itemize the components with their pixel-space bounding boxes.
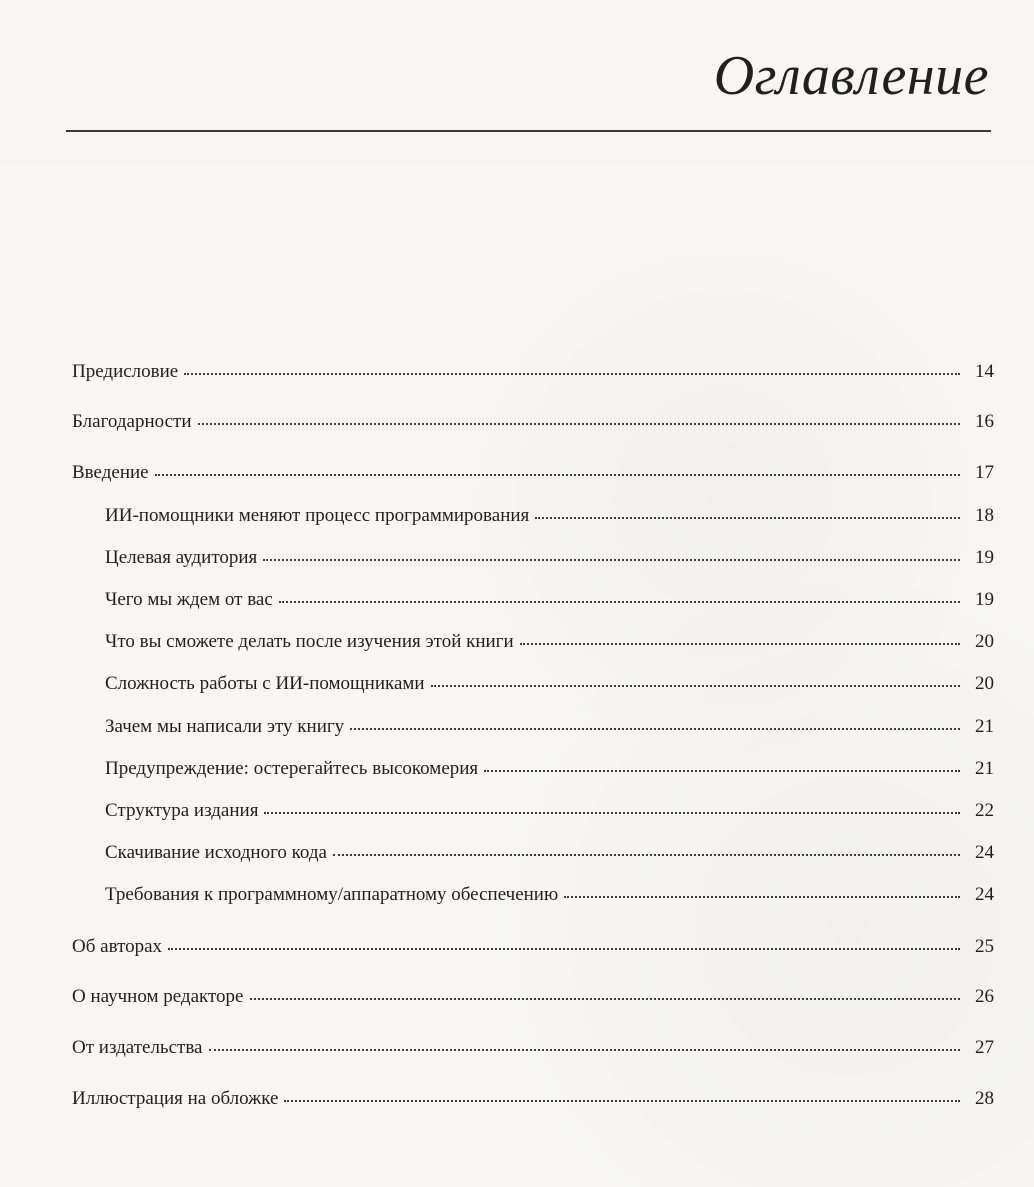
toc-dot-leader xyxy=(535,516,960,519)
toc-entry-cover-illustration[interactable] xyxy=(72,1082,994,1116)
title-rule xyxy=(66,130,991,132)
toc-dot-leader xyxy=(198,422,961,425)
toc-entry-label: Предисловие xyxy=(72,361,179,382)
toc-page-number: 16 xyxy=(975,411,994,432)
toc-subentry-ai-assistants[interactable] xyxy=(105,499,994,533)
toc-page-number: 24 xyxy=(975,884,994,905)
toc-dot-leader xyxy=(431,684,960,687)
toc-entry-label: О научном редакторе xyxy=(72,986,244,1007)
toc-dot-leader xyxy=(564,895,960,898)
toc-page-number: 14 xyxy=(975,361,994,382)
toc-page-number: 25 xyxy=(975,936,994,957)
toc-dot-leader xyxy=(250,997,961,1000)
toc-dot-leader xyxy=(279,600,960,603)
page-title: Оглавление xyxy=(713,45,989,107)
toc-subentry-warning[interactable] xyxy=(105,752,994,786)
toc-subentry-audience[interactable] xyxy=(105,541,994,575)
toc-subentry-expectations[interactable] xyxy=(105,583,994,617)
toc-subentry-structure[interactable] xyxy=(105,794,994,828)
toc-entry-label: Чего мы ждем от вас xyxy=(105,589,273,610)
toc-entry-label: Введение xyxy=(72,462,149,483)
toc-entry-label: Сложность работы с ИИ-помощниками xyxy=(105,673,425,694)
toc-dot-leader xyxy=(184,372,960,375)
toc-page-number: 19 xyxy=(975,547,994,568)
toc-subentry-difficulty[interactable] xyxy=(105,667,994,701)
toc-entry-publisher[interactable] xyxy=(72,1031,994,1065)
toc-entry-label: Зачем мы написали эту книгу xyxy=(105,716,345,737)
toc-dot-leader xyxy=(350,727,960,730)
toc-entry-label: Скачивание исходного кода xyxy=(105,842,327,863)
toc-page-number: 17 xyxy=(975,462,994,483)
toc-dot-leader xyxy=(284,1099,960,1102)
toc-entry-authors[interactable] xyxy=(72,930,994,964)
toc-dot-leader xyxy=(520,642,960,645)
toc-entry-acknowledgements[interactable] xyxy=(72,405,994,439)
toc-entry-label: Об авторах xyxy=(72,936,163,957)
toc-page-number: 20 xyxy=(975,673,994,694)
toc-dot-leader xyxy=(264,811,960,814)
toc-page-number: 28 xyxy=(975,1088,994,1109)
toc-dot-leader xyxy=(209,1048,961,1051)
toc-page-number: 26 xyxy=(975,986,994,1007)
toc-entry-introduction[interactable] xyxy=(72,456,994,490)
toc-subentry-outcomes[interactable] xyxy=(105,625,994,659)
toc-dot-leader xyxy=(333,853,960,856)
toc-subentry-source-download[interactable] xyxy=(105,836,994,870)
toc-dot-leader xyxy=(263,558,960,561)
toc-entry-label: Целевая аудитория xyxy=(105,547,258,568)
toc-dot-leader xyxy=(484,769,960,772)
toc-page-number: 18 xyxy=(975,505,994,526)
toc-entry-label: Предупреждение: остерегайтесь высокомерия xyxy=(105,758,479,779)
toc-entry-label: Иллюстрация на обложке xyxy=(72,1088,279,1109)
toc-entry-scientific-editor[interactable] xyxy=(72,980,994,1014)
toc-page-number: 21 xyxy=(975,716,994,737)
toc-entry-preface[interactable] xyxy=(72,355,994,389)
toc-entry-label: От издательства xyxy=(72,1037,203,1058)
toc-subentry-why-written[interactable] xyxy=(105,710,994,744)
toc-page-number: 19 xyxy=(975,589,994,610)
toc-page-number: 21 xyxy=(975,758,994,779)
toc-entry-label: Благодарности xyxy=(72,411,192,432)
toc-dot-leader xyxy=(155,473,960,476)
toc-dot-leader xyxy=(168,947,960,950)
toc-entry-label: ИИ-помощники меняют процесс программирования xyxy=(105,505,530,526)
toc-entry-label: Структура издания xyxy=(105,800,259,821)
toc-page-number: 22 xyxy=(975,800,994,821)
toc-page-number: 20 xyxy=(975,631,994,652)
toc-entry-label: Что вы сможете делать после изучения этой книги xyxy=(105,631,514,652)
toc-subentry-requirements[interactable] xyxy=(105,878,994,912)
toc-entry-label: Требования к программному/аппаратному обеспечению xyxy=(105,884,559,905)
toc-page-number: 24 xyxy=(975,842,994,863)
toc-page-number: 27 xyxy=(975,1037,994,1058)
